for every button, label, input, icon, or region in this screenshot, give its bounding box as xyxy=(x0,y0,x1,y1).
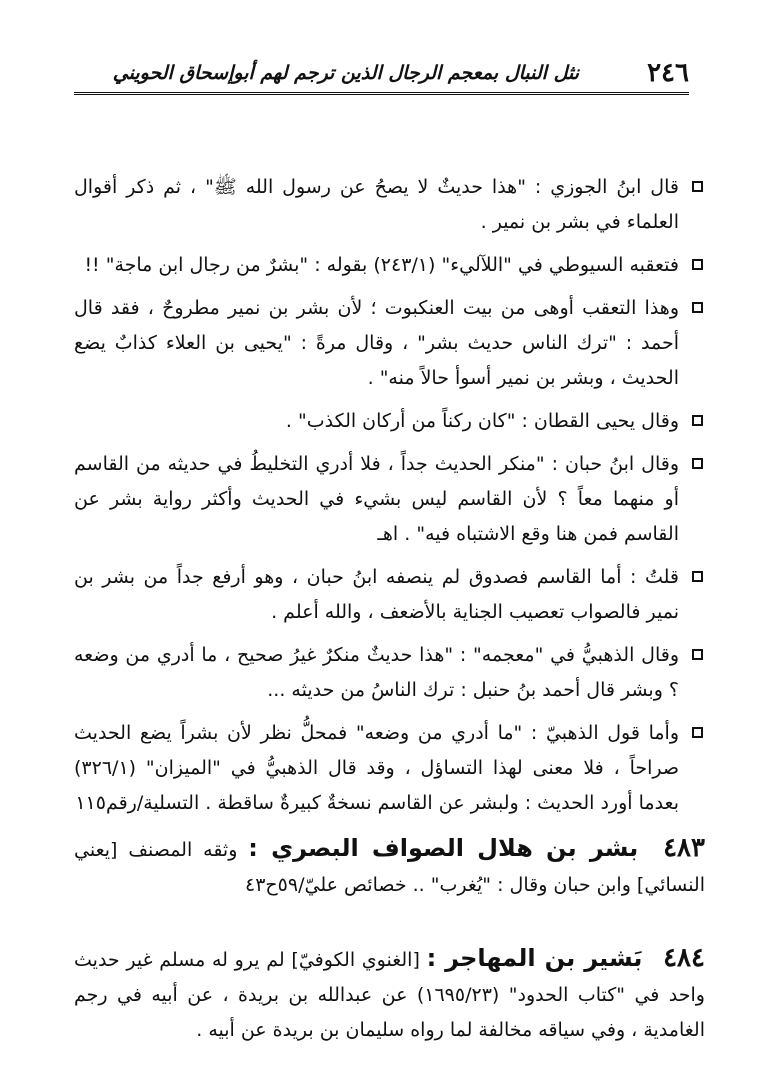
bullet-paragraph xyxy=(74,404,705,439)
bullet-paragraph xyxy=(74,291,705,396)
entry-text: [الغنوي الكوفيّ] لم يرو له مسلم غير حديث واحد في "كتاب الحدود" (١٦٩٥/٢٣) عن عبدالله بن بريدة ، عن أبيه في رجم الغامدية ، وفي سياقه مخالفة لما رواه سليمان بن بريدة عن أبيه . xyxy=(74,949,705,1041)
entry-text: وثقه المصنف [يعني النسائي] وابن حبان وقال : "يُغرب" .. خصائص عليّ/٥٩ح٤٣ xyxy=(74,839,705,896)
bullet-paragraph xyxy=(74,560,705,630)
entry-number: ٤٨٣ xyxy=(663,833,705,863)
bullet-paragraph xyxy=(74,638,705,708)
narrator-entry xyxy=(74,941,705,1048)
narrator-entry xyxy=(74,831,705,903)
square-bullet-icon xyxy=(692,181,703,192)
paragraph-text: وأما قول الذهبيّ : "ما أدري من وضعه" فمحلُّ نظر لأن بشراً يضع الحديث صراحاً ، فلا معنى لهذا التساؤل ، وقد قال الذهبيُّ في "الميزان" (٣٢٦/١) بعدما أورد الحديث : ولبشر عن القاسم نسخةٌ كبيرةٌ ساقطة . التسلية/رقم١١٥ xyxy=(74,722,679,814)
paragraph-text: قال ابنُ الجوزي : "هذا حديثٌ لا يصحُ عن رسول الله ﷺ" ، ثم ذكر أقوال العلماء في بشر بن نمير . xyxy=(74,176,679,233)
paragraph-text: قلتُ : أما القاسم فصدوق لم ينصفه ابنُ حبان ، وهو أرفع جداً من بشر بن نمير فالصواب تعصيب الجناية بالأضعف ، والله أعلم . xyxy=(74,566,679,623)
bullet-paragraph xyxy=(74,248,705,283)
square-bullet-icon xyxy=(692,458,703,469)
bullet-paragraph xyxy=(74,716,705,821)
square-bullet-icon xyxy=(692,302,703,313)
square-bullet-icon xyxy=(692,571,703,582)
square-bullet-icon xyxy=(692,259,703,270)
page-header xyxy=(74,52,689,95)
paragraph-text: وقال الذهبيُّ في "معجمه" : "هذا حديثٌ منكرٌ غيرُ صحيح ، ما أدري من وضعه ؟ وبشر قال أحمد بنُ حنبل : ترك الناسُ من حديثه ... xyxy=(74,644,679,701)
page-number: ٢٤٦ xyxy=(647,58,689,88)
paragraph-text: فتعقبه السيوطي في "اللآليء" (٢٤٣/١) بقوله : "بشرٌ من رجال ابن ماجة" !! xyxy=(84,254,679,276)
paragraph-text: وهذا التعقب أوهى من بيت العنكبوت ؛ لأن بشر بن نمير مطروحٌ ، فقد قال أحمد : "ترك الناس حديث بشر" ، وقال مرةً : "يحيى بن العلاء كذابٌ يضع الحديث ، وبشر بن نمير أسوأ حالاً منه" . xyxy=(74,297,679,389)
square-bullet-icon xyxy=(692,649,703,660)
running-title: نثل النبال بمعجم الرجال الذين ترجم لهم أبوإسحاق الحويني xyxy=(112,62,579,84)
entry-name: بشر بن هلال الصواف البصري : xyxy=(248,834,639,862)
square-bullet-icon xyxy=(692,727,703,738)
paragraph-text: وقال ابنُ حبان : "منكر الحديث جداً ، فلا أدري التخليطُ في حديثه من القاسم أو منهما معاً ؟ لأن القاسم ليس بشيء في الحديث وأكثر رواية بشر عن القاسم فمن هنا وقع الاشتباه فيه" . اهـ xyxy=(74,453,679,545)
entry-number: ٤٨٤ xyxy=(663,943,705,973)
page-body xyxy=(74,170,705,1056)
bullet-paragraph xyxy=(74,170,705,240)
bullet-paragraph xyxy=(74,447,705,552)
square-bullet-icon xyxy=(692,415,703,426)
paragraph-text: وقال يحيى القطان : "كان ركناً من أركان الكذب" . xyxy=(285,410,679,432)
entry-name: بَشير بن المهاجر : xyxy=(426,944,643,972)
